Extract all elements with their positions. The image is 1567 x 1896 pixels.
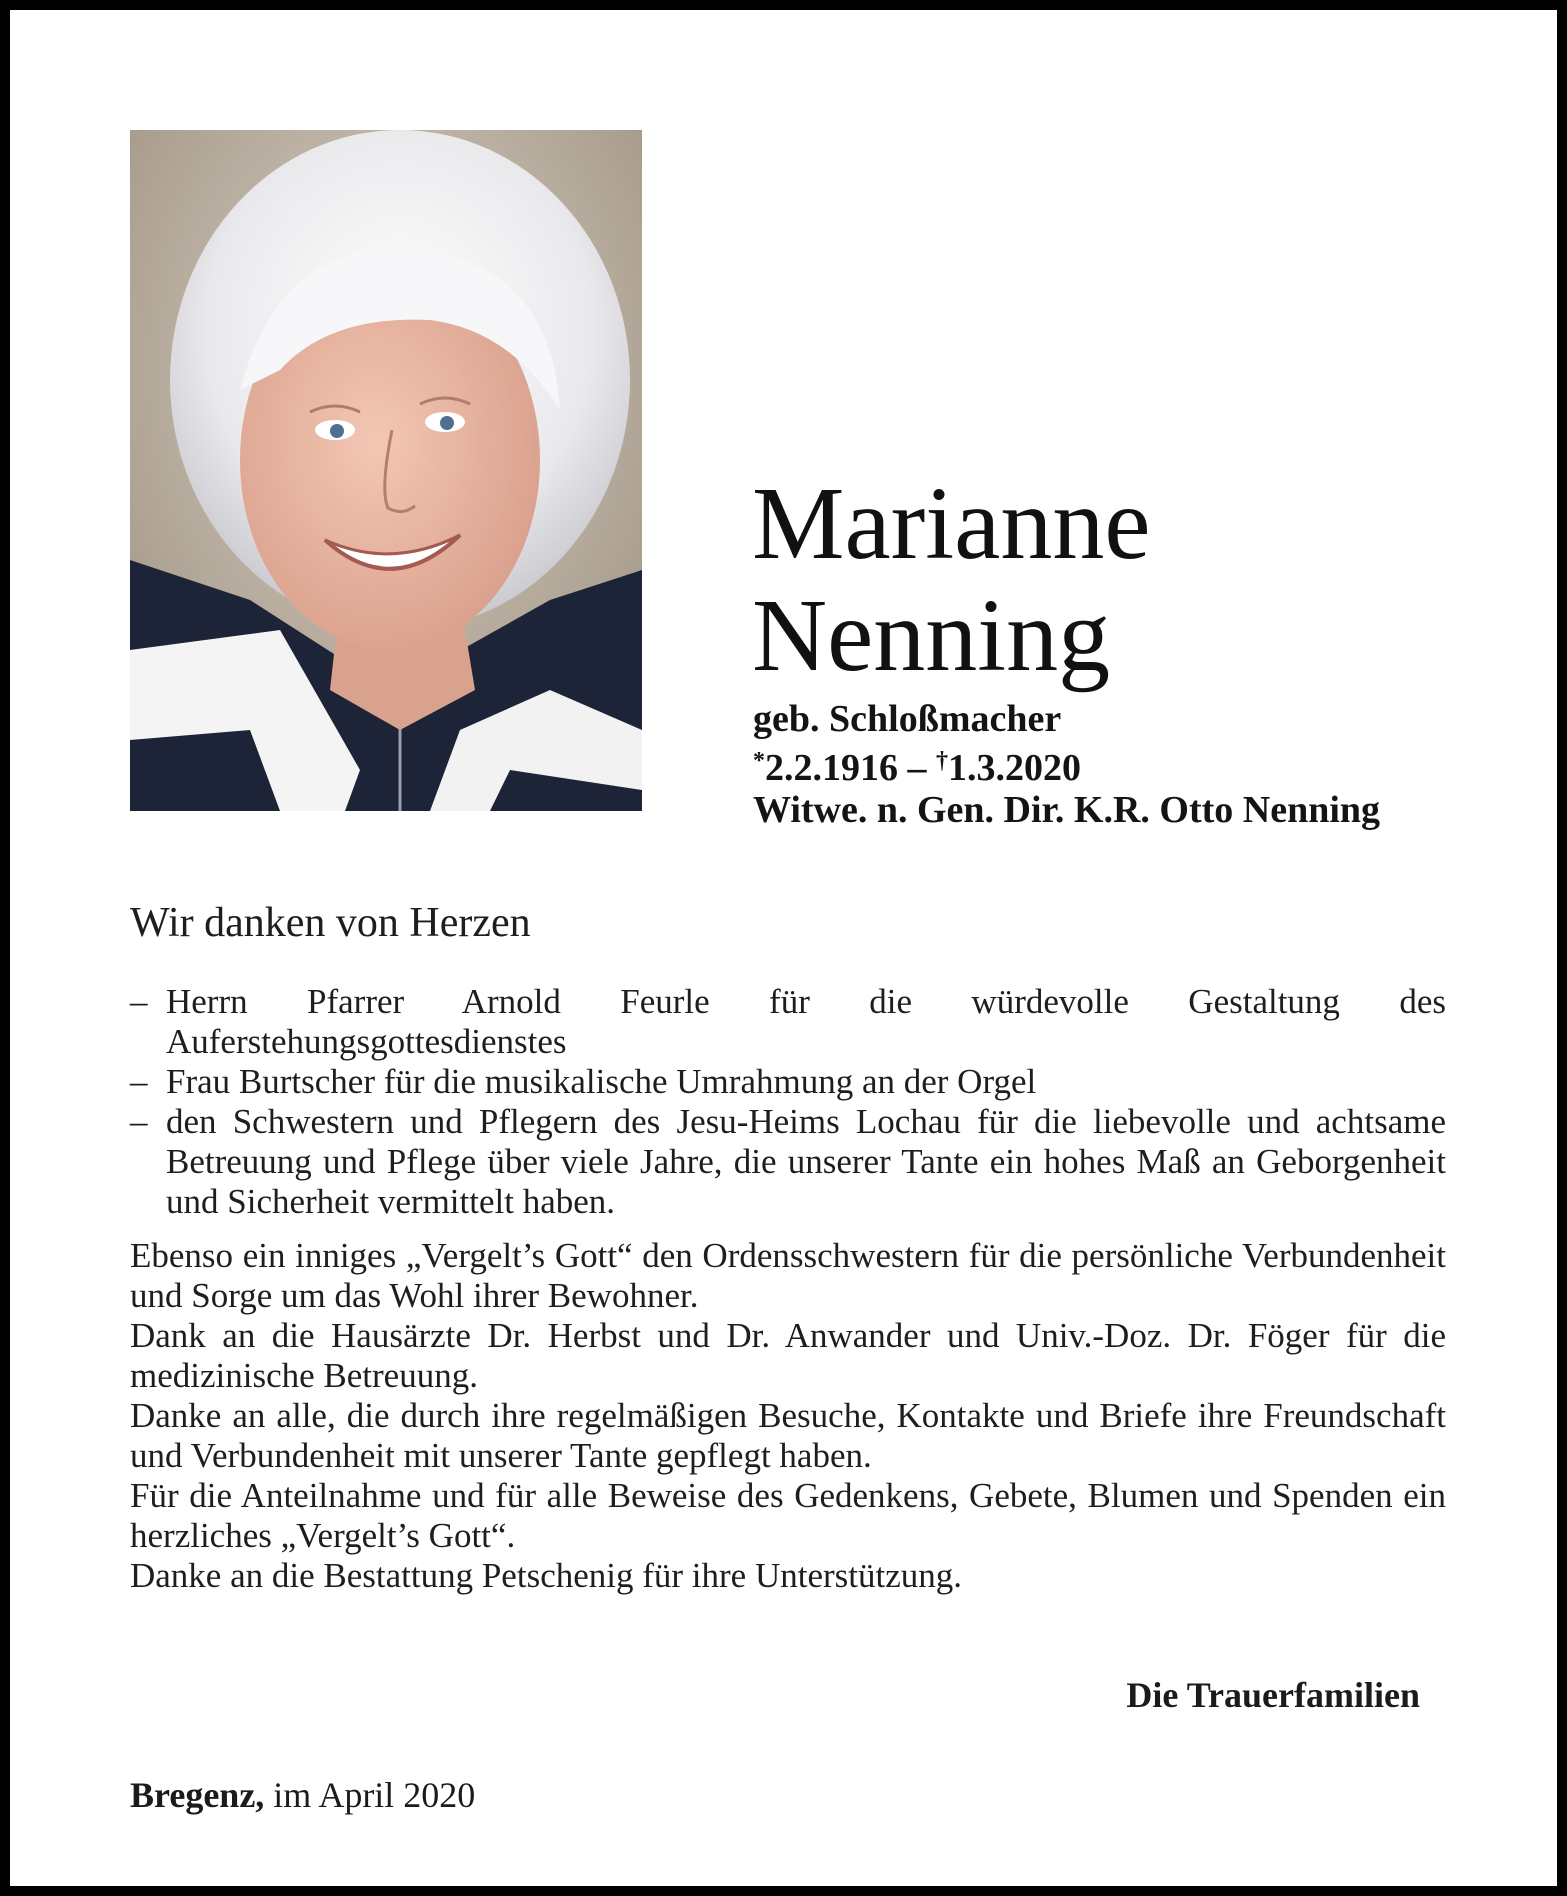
thanks-list bbox=[130, 982, 1446, 1222]
life-dates bbox=[753, 740, 1533, 789]
list-item: – Frau Burtscher für die musikalische Umrahmung an der Orgel bbox=[130, 1062, 1446, 1102]
date-separator: – bbox=[898, 747, 936, 789]
signature: Die Trauerfamilien bbox=[1126, 1675, 1420, 1715]
paragraph: Ebenso ein inniges „Vergelt’s Gott“ den Ordensschwestern für die persönliche Verbundenheit und Sorge um das Wohl ihrer Bewohner. bbox=[130, 1236, 1446, 1315]
maiden-name: geb. Schloßmacher bbox=[753, 698, 1062, 740]
deceased-details bbox=[753, 698, 1533, 831]
death-date: 1.3.2020 bbox=[948, 747, 1081, 789]
place-and-date bbox=[130, 1775, 475, 1815]
paragraph: Danke an die Bestattung Petschenig für ihre Unterstützung. bbox=[130, 1556, 963, 1595]
paragraph: Danke an alle, die durch ihre regelmäßigen Besuche, Kontakte und Briefe ihre Freundschaft und Verbundenheit mit unserer Tante gepflegt haben. bbox=[130, 1396, 1446, 1475]
deceased-name bbox=[752, 468, 1512, 692]
thanks-heading: Wir danken von Herzen bbox=[130, 900, 531, 946]
paragraph: Dank an die Hausärzte Dr. Herbst und Dr. Anwander und Univ.-Doz. Dr. Föger für die medizinische Betreuung. bbox=[130, 1316, 1446, 1395]
place-city: Bregenz, bbox=[130, 1775, 265, 1815]
thanks-section bbox=[130, 900, 1446, 1596]
last-name: Nenning bbox=[752, 578, 1111, 693]
first-name: Marianne bbox=[752, 466, 1151, 581]
widow-line: Witwe. n. Gen. Dir. K.R. Otto Nenning bbox=[753, 789, 1381, 831]
death-symbol: † bbox=[936, 748, 948, 774]
portrait-photo bbox=[130, 130, 642, 811]
portrait-illustration bbox=[130, 130, 642, 811]
paragraph: Für die Anteilnahme und für alle Beweise des Gedenkens, Gebete, Blumen und Spenden ein herzliches „Vergelt’s Gott“. bbox=[130, 1476, 1446, 1555]
list-item: – Herrn Pfarrer Arnold Feurle für die würdevolle Gestaltung des Auferstehungsgottesdienstes bbox=[130, 982, 1446, 1062]
list-item: – den Schwestern und Pflegern des Jesu-Heims Lochau für die liebevolle und achtsame Betreuung und Pflege über viele Jahre, die unserer Tante ein hohes Maß an Geborgenheit und Sicherheit vermittelt haben. bbox=[130, 1102, 1446, 1222]
birth-date: 2.2.1916 bbox=[765, 747, 898, 789]
obituary-card bbox=[10, 10, 1557, 1886]
birth-symbol: * bbox=[753, 748, 765, 774]
place-date: im April 2020 bbox=[264, 1775, 476, 1815]
thanks-paragraphs bbox=[130, 1236, 1446, 1596]
